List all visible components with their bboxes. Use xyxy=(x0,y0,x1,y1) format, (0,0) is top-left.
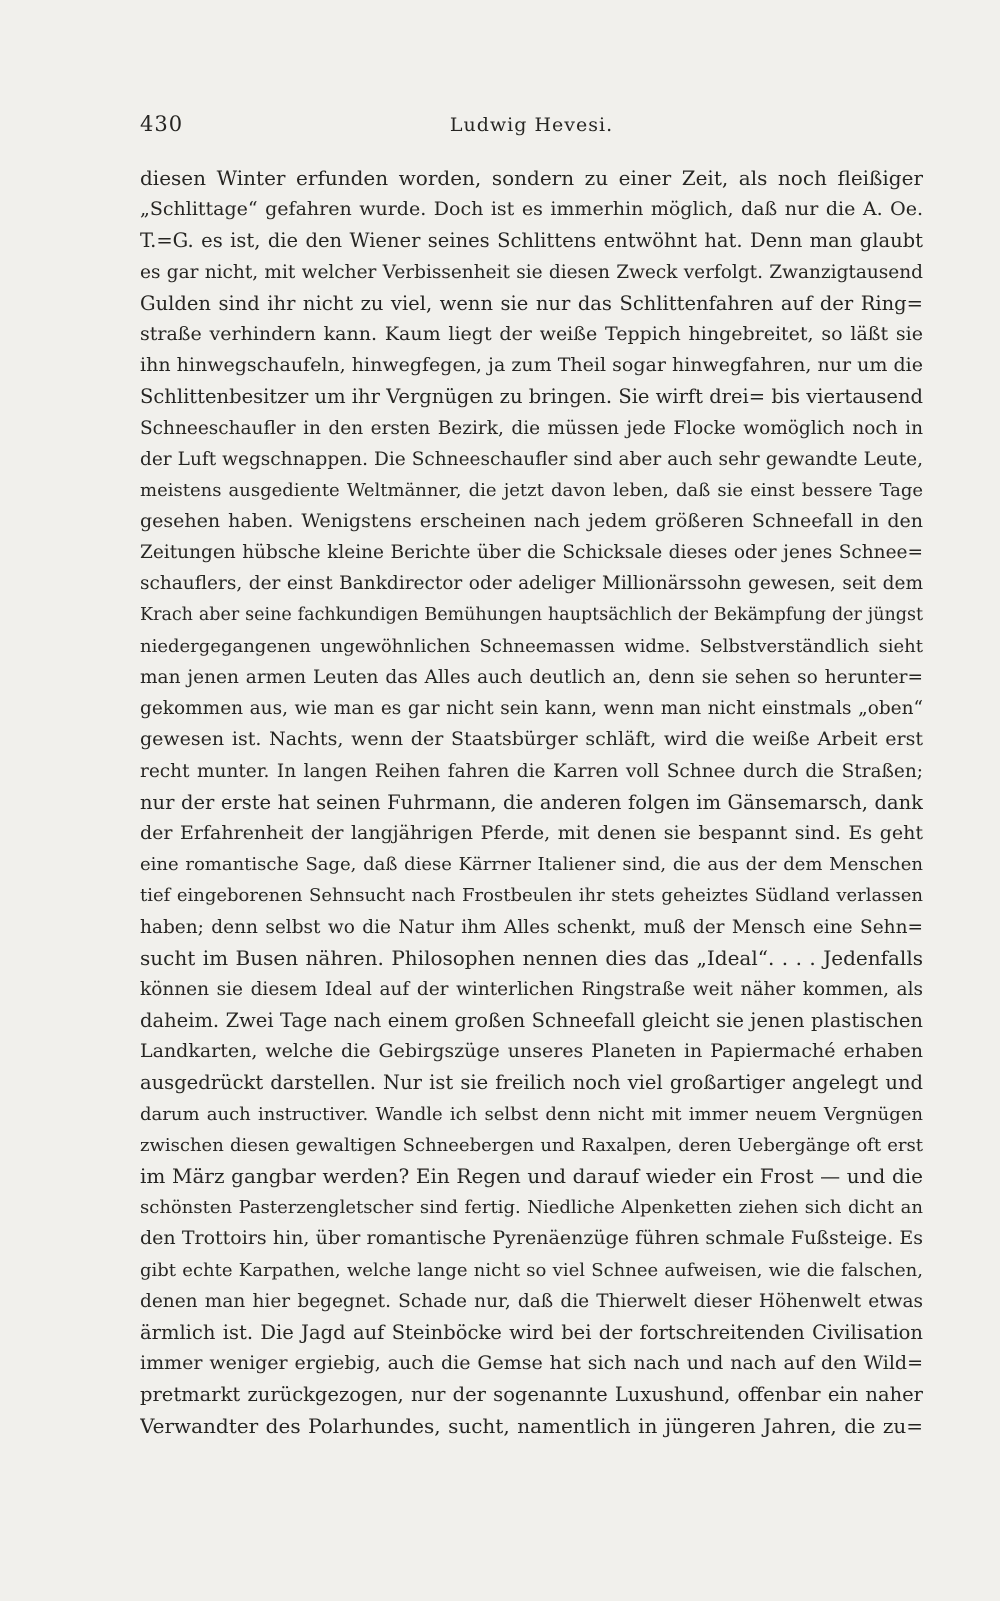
text-line: T.=G. es ist, die den Wiener seines Schlittens entwöhnt hat. Denn man glaubt xyxy=(140,229,923,253)
text-line: haben; denn selbst wo die Natur ihm Alles schenkt, muß der Mensch eine Sehn= xyxy=(140,916,923,938)
page-number: 430 xyxy=(140,112,184,136)
text-line: im März gangbar werden? Ein Regen und darauf wieder ein Frost — und die xyxy=(140,1164,923,1188)
text-line: pretmarkt zurückgezogen, nur der sogenannte Luxushund, offenbar ein naher xyxy=(140,1383,923,1407)
text-line: den Trottoirs hin, über romantische Pyrenäenzüge führen schmale Fußsteige. Es xyxy=(140,1227,923,1250)
text-line: straße verhindern kann. Kaum liegt der weiße Teppich hingebreitet, so läßt sie xyxy=(140,322,923,345)
text-line: ihn hinwegschaufeln, hinwegfegen, ja zum Theil sogar hinwegfahren, nur um die xyxy=(140,354,923,377)
text-line: Schlittenbesitzer um ihr Vergnügen zu bringen. Sie wirft drei= bis viertausend xyxy=(140,385,923,409)
text-line: zwischen diesen gewaltigen Schneebergen und Raxalpen, deren Uebergänge oft erst xyxy=(140,1134,923,1156)
text-line: der Erfahrenheit der langjährigen Pferde, mit denen sie bespannt sind. Es geht xyxy=(140,821,923,844)
body-text xyxy=(140,163,923,1442)
text-line: diesen Winter erfunden worden, sondern zu einer Zeit, als noch fleißiger xyxy=(140,166,923,190)
text-line: immer weniger ergiebig, auch die Gemse hat sich nach und nach auf den Wild= xyxy=(140,1352,923,1375)
text-line: daheim. Zwei Tage nach einem großen Schneefall gleicht sie jenen plastischen xyxy=(140,1009,923,1033)
page-header xyxy=(140,112,923,148)
text-line: sucht im Busen nähren. Philosophen nennen dies das „Ideal“. . . . Jedenfalls xyxy=(140,945,923,970)
text-line: gewesen ist. Nachts, wenn der Staatsbürger schläft, wird die weiße Arbeit erst xyxy=(140,728,923,751)
text-line: eine romantische Sage, daß diese Kärrner Italiener sind, die aus der dem Menschen xyxy=(140,854,923,876)
text-line: können sie diesem Ideal auf der winterlichen Ringstraße weit näher kommen, als xyxy=(140,978,923,1000)
text-line: nur der erste hat seinen Fuhrmann, die anderen folgen im Gänsemarsch, dank xyxy=(140,790,923,814)
text-line: „Schlittage“ gefahren wurde. Doch ist es immerhin möglich, daß nur die A. Oe. xyxy=(140,198,923,221)
text-line: Verwandter des Polarhundes, sucht, namentlich in jüngeren Jahren, die zu= xyxy=(140,1413,923,1438)
text-line: recht munter. In langen Reihen fahren die Karren voll Schnee durch die Straßen; xyxy=(140,760,923,782)
text-line: meistens ausgediente Weltmänner, die jetzt davon leben, daß sie einst bessere Tage xyxy=(140,479,923,501)
text-line: man jenen armen Leuten das Alles auch deutlich an, denn sie sehen so herunter= xyxy=(140,667,923,688)
text-line: schauflers, der einst Bankdirector oder adeliger Millionärssohn gewesen, seit dem xyxy=(140,573,923,595)
text-line: ausgedrückt darstellen. Nur ist sie freilich noch viel großartiger angelegt und xyxy=(140,1071,923,1095)
text-line: niedergegangenen ungewöhnlichen Schneemassen widme. Selbstverständlich sieht xyxy=(140,635,923,657)
text-line: schönsten Pasterzengletscher sind fertig. Niedliche Alpenketten ziehen sich dicht an xyxy=(140,1197,923,1219)
text-line: Schneeschaufler in den ersten Bezirk, die müssen jede Flocke womöglich noch in xyxy=(140,417,923,439)
text-line: gesehen haben. Wenigstens erscheinen nach jedem größeren Schneefall in den xyxy=(140,510,923,533)
text-line: Krach aber seine fachkundigen Bemühungen hauptsächlich der Bekämpfung der jüngst xyxy=(140,604,923,625)
text-line: der Luft wegschnappen. Die Schneeschaufler sind aber auch sehr gewandte Leute, xyxy=(140,448,923,470)
text-line: ärmlich ist. Die Jagd auf Steinböcke wird bei der fortschreitenden Civilisation xyxy=(140,1320,923,1344)
running-head-author: Ludwig Hevesi. xyxy=(449,114,614,136)
text-line: es gar nicht, mit welcher Verbissenheit sie diesen Zweck verfolgt. Zwanzigtausend xyxy=(140,261,923,283)
text-line: darum auch instructiver. Wandle ich selbst denn nicht mit immer neuem Vergnügen xyxy=(140,1103,923,1125)
text-line: gekommen aus, wie man es gar nicht sein kann, wenn man nicht einstmals „oben“ xyxy=(140,698,923,720)
text-line: tief eingeborenen Sehnsucht nach Frostbeulen ihr stets geheiztes Südland verlassen xyxy=(140,885,923,907)
text-line: Landkarten, welche die Gebirgszüge unseres Planeten in Papiermaché erhaben xyxy=(140,1040,923,1063)
text-line: Zeitungen hübsche kleine Berichte über die Schicksale dieses oder jenes Schnee= xyxy=(140,542,923,564)
text-line: gibt echte Karpathen, welche lange nicht so viel Schnee aufweisen, wie die falschen, xyxy=(140,1259,923,1281)
text-line: denen man hier begegnet. Schade nur, daß die Thierwelt dieser Höhenwelt etwas xyxy=(140,1290,923,1312)
text-line: Gulden sind ihr nicht zu viel, wenn sie nur das Schlittenfahren auf der Ring= xyxy=(140,291,923,315)
